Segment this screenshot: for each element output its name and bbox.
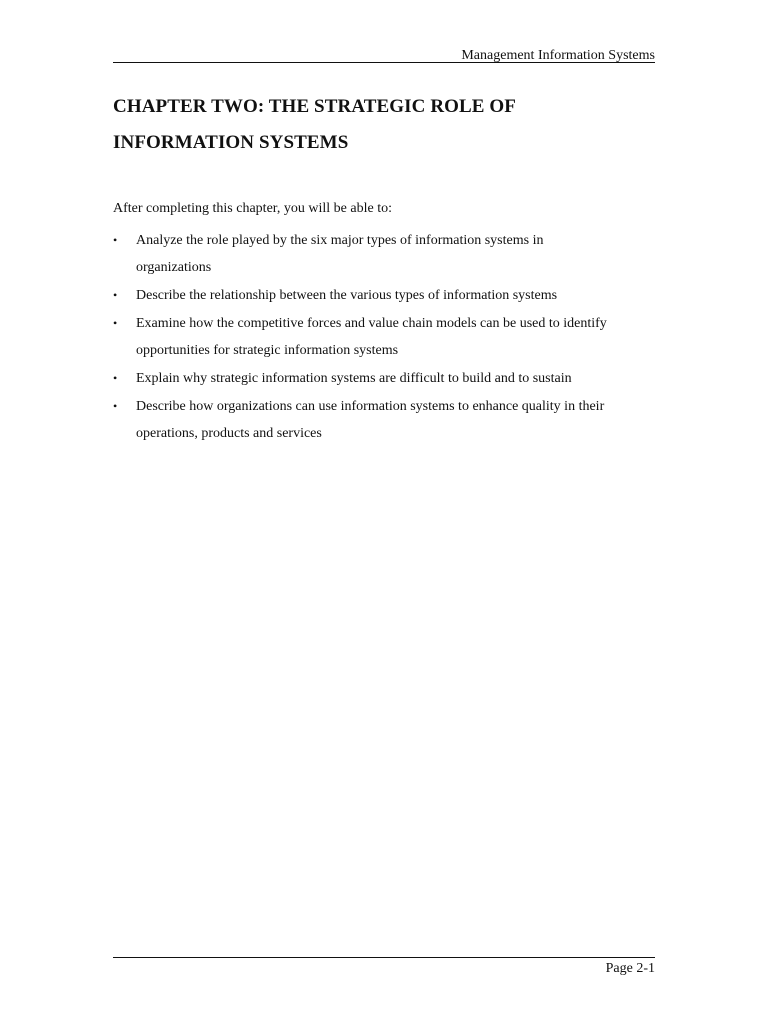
objective-item — [113, 282, 673, 309]
objectives-intro: After completing this chapter, you will be able to: — [113, 201, 392, 216]
objective-text-line: Describe how organizations can use information systems to enhance quality in their — [136, 399, 605, 414]
objective-text-line: organizations — [136, 260, 212, 275]
objective-item — [113, 227, 673, 281]
objective-text-line: operations, products and services — [136, 426, 322, 441]
bullet-icon: • — [113, 288, 118, 302]
learning-objectives-list — [113, 227, 673, 448]
footer-divider — [113, 957, 655, 958]
objective-text-line: Examine how the competitive forces and value chain models can be used to identify — [136, 316, 607, 331]
header-divider — [113, 62, 655, 63]
chapter-title — [113, 89, 673, 161]
chapter-title-line: INFORMATION SYSTEMS — [113, 132, 349, 153]
objective-text-line: Explain why strategic information systems are difficult to build and to sustain — [136, 371, 572, 386]
bullet-icon: • — [113, 399, 118, 413]
objective-text-line: opportunities for strategic information systems — [136, 343, 399, 358]
objective-item — [113, 393, 673, 447]
bullet-icon: • — [113, 371, 118, 385]
objective-item — [113, 310, 673, 364]
chapter-title-line: CHAPTER TWO: THE STRATEGIC ROLE OF — [113, 96, 517, 117]
bullet-icon: • — [113, 233, 118, 247]
objective-text-line: Analyze the role played by the six major types of information systems in — [136, 233, 544, 248]
running-header-title: Management Information Systems — [461, 48, 655, 63]
page-number: Page 2-1 — [605, 961, 655, 976]
bullet-icon: • — [113, 316, 118, 330]
objective-text-line: Describe the relationship between the various types of information systems — [136, 288, 558, 303]
objective-item — [113, 365, 673, 392]
